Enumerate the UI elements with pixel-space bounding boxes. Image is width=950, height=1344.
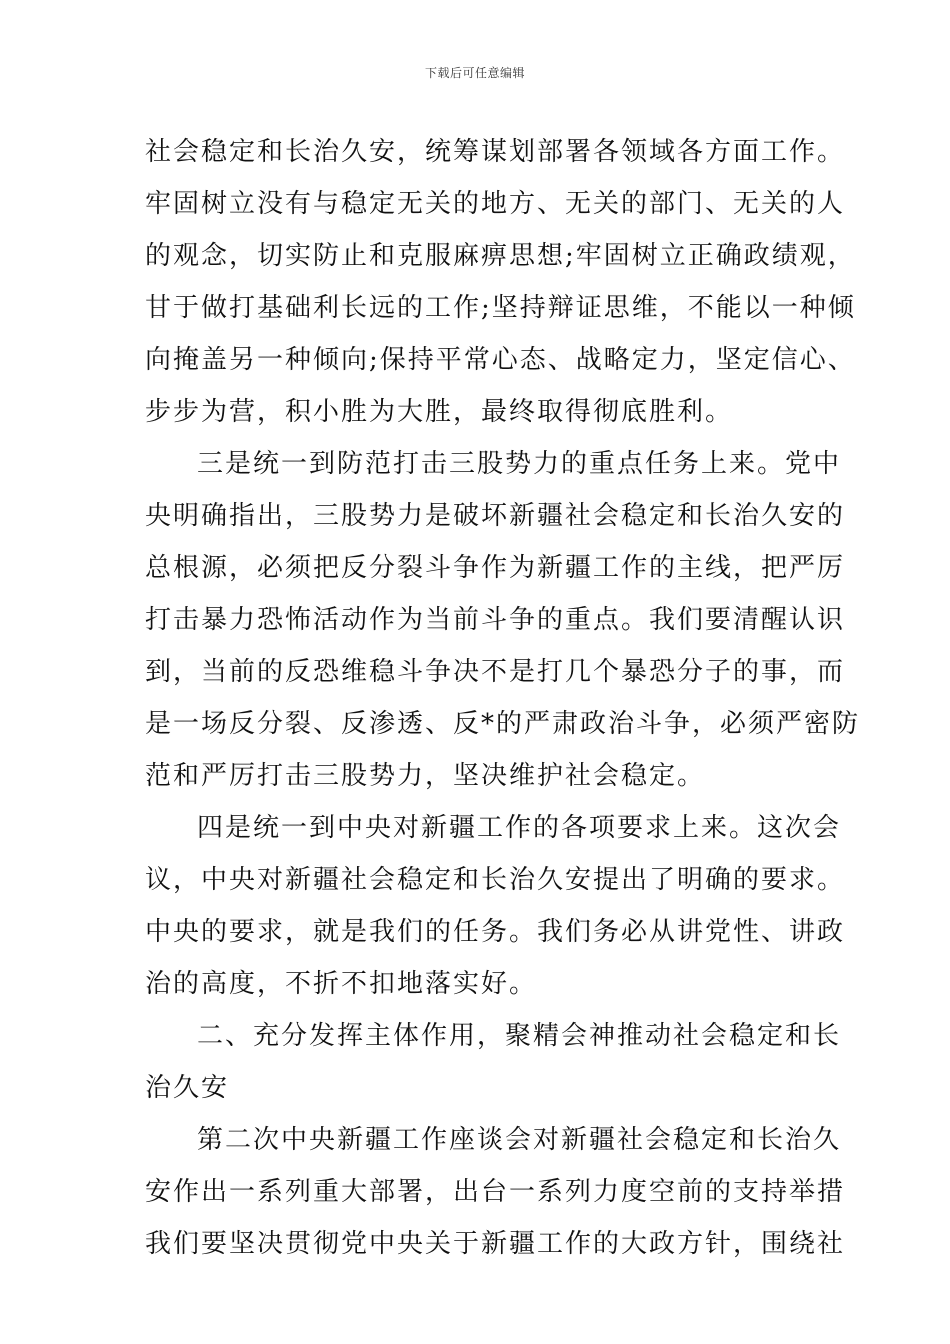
body-line: 甘于做打基础利长远的工作;坚持辩证思维，不能以一种倾 [145,293,856,323]
body-line: 是一场反分裂、反渗透、反*的严肃政治斗争，必须严密防 [145,709,861,739]
body-line: 牢固树立没有与稳定无关的地方、无关的部门、无关的人 [145,189,846,219]
body-line: 安作出一系列重大部署，出台一系列力度空前的支持举措 [145,1177,846,1207]
body-line: 治的高度，不折不扣地落实好。 [145,969,538,999]
body-line: 到，当前的反恐维稳斗争决不是打几个暴恐分子的事，而 [145,657,846,687]
body-line: 社会稳定和长治久安，统筹谋划部署各领域各方面工作。 [145,137,846,167]
paragraph-start-line: 三是统一到防范打击三股势力的重点任务上来。党中 [197,449,842,479]
section-heading-line: 治久安 [145,1073,230,1103]
body-line: 议，中央对新疆社会稳定和长治久安提出了明确的要求。 [145,865,846,895]
section-heading-line: 二、充分发挥主体作用，聚精会神推动社会稳定和长 [197,1021,842,1051]
paragraph-start-line: 第二次中央新疆工作座谈会对新疆社会稳定和长治久 [197,1125,842,1155]
body-line: 步步为营，积小胜为大胜，最终取得彻底胜利。 [145,397,734,427]
body-line: 央明确指出，三股势力是破坏新疆社会稳定和长治久安的 [145,501,846,531]
paragraph-start-line: 四是统一到中央对新疆工作的各项要求上来。这次会 [197,813,842,843]
document-body [145,126,861,1270]
page-header: 下载后可任意编辑 [424,66,525,80]
body-line: 的观念，切实防止和克服麻痹思想;牢固树立正确政绩观， [145,241,856,271]
body-line: 中央的要求，就是我们的任务。我们务必从讲党性、讲政 [145,917,846,947]
body-line: 总根源，必须把反分裂斗争作为新疆工作的主线，把严厉 [145,553,846,583]
body-line: 我们要坚决贯彻党中央关于新疆工作的大政方针，围绕社 [145,1229,846,1259]
body-line: 打击暴力恐怖活动作为当前斗争的重点。我们要清醒认识 [145,605,846,635]
body-line: 向掩盖另一种倾向;保持平常心态、战略定力，坚定信心、 [145,345,856,375]
body-line: 范和严厉打击三股势力，坚决维护社会稳定。 [145,761,706,791]
